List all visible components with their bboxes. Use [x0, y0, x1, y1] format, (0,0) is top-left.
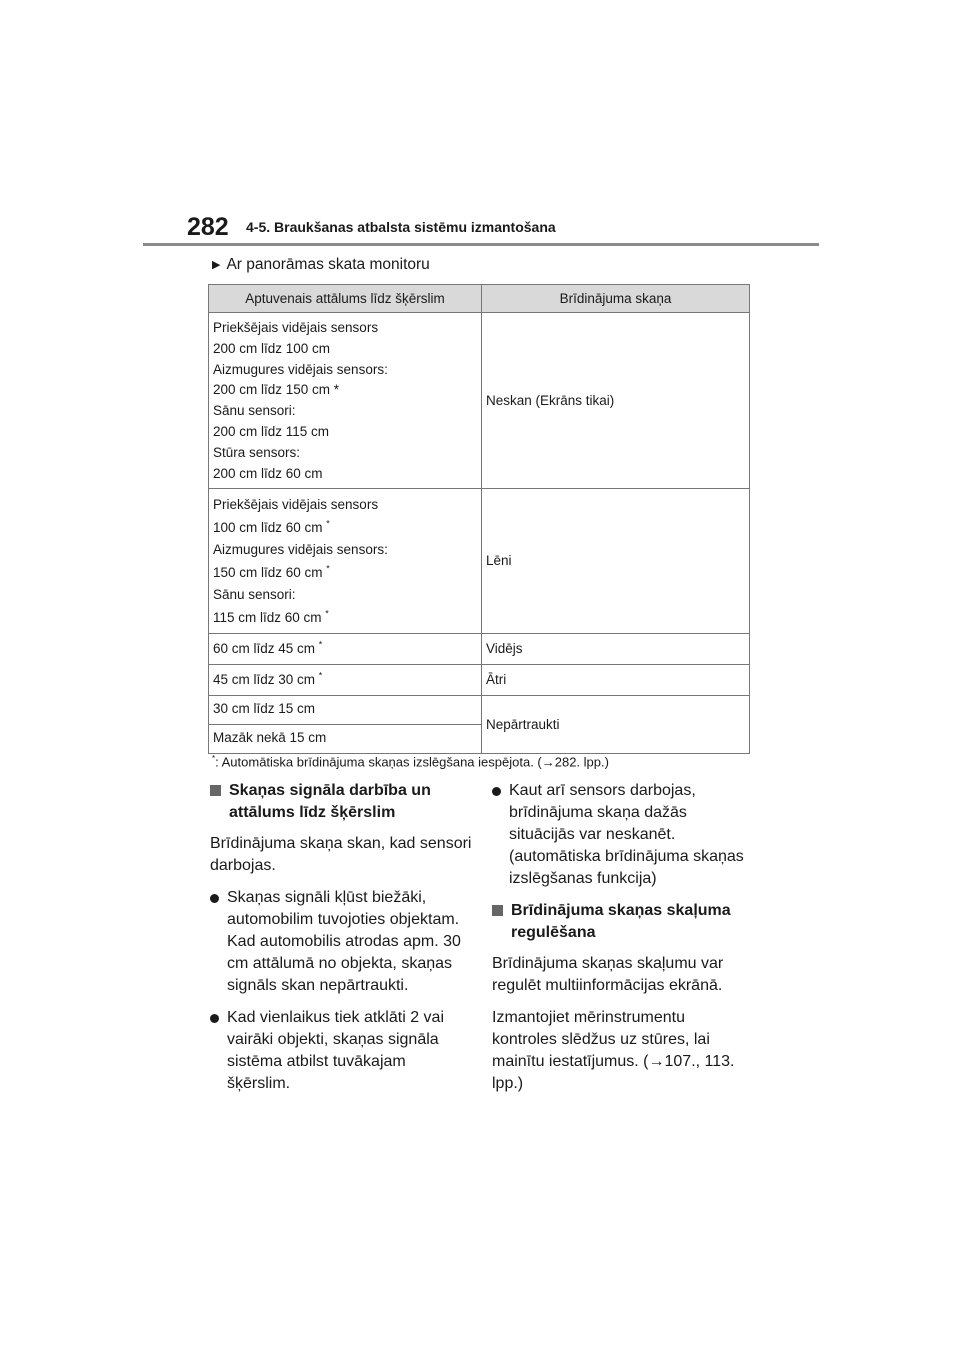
bullet-dot-icon [210, 894, 219, 903]
section-heading: Skaņas signāla darbība un attālums līdz šķērslim [210, 780, 472, 824]
square-bullet-icon [492, 905, 503, 916]
section-heading: Brīdinājuma skaņas skaļuma regulēšana [492, 900, 754, 944]
distance-cell: Priekšējais vidējais sensors 100 cm līdz 60 cm * Aizmugures vidējais sensors: 150 cm līdz 60 cm * Sānu sensori: 115 cm līdz 60 cm * [209, 489, 482, 634]
table-header-row [209, 285, 750, 313]
paragraph: Izmantojiet mērinstrumentu kontroles slēdžus uz stūres, lai mainītu iestatījumus. (→107., 113. lpp.) [492, 1009, 735, 1092]
sound-cell: Vidējs [482, 634, 750, 665]
header-sound: Brīdinājuma skaņa [482, 285, 750, 313]
paragraph: Brīdinājuma skaņa skan, kad sensori darbojas. [210, 835, 472, 874]
footnote: *: Automātiska brīdinājuma skaņas izslēgšana iespējota. (→282. lpp.) [212, 754, 609, 770]
bullet-dot-icon [492, 787, 501, 796]
subheading-text: Ar panorāmas skata monitoru [226, 256, 430, 273]
left-column [210, 780, 472, 1105]
triangle-right-icon: ▶ [212, 259, 221, 271]
distance-cell: Priekšējais vidējais sensors 200 cm līdz 100 cm Aizmugures vidējais sensors: 200 cm līdz 150 cm * Sānu sensori: 200 cm līdz 115 cm Stūra sensors: 200 cm līdz 60 cm [209, 313, 482, 489]
table-row [209, 489, 750, 634]
header-distance: Aptuvenais attālums līdz šķērslim [209, 285, 482, 313]
right-column [492, 780, 754, 1105]
sound-cell: Ātri [482, 665, 750, 696]
bullet-item: Skaņas signāli kļūst biežāki, automobilim tuvojoties objektam. Kad automobilis atrodas apm. 30 cm attālumā no objekta, skaņas signāls skan nepārtraukti. [210, 887, 472, 997]
bullet-dot-icon [210, 1014, 219, 1023]
sound-cell: Nepārtraukti [482, 696, 750, 754]
bullet-item: Kaut arī sensors darbojas, brīdinājuma skaņa dažās situācijās var neskanēt. (automātiska brīdinājuma skaņas izslēgšanas funkcija) [492, 780, 754, 890]
distance-cell: 45 cm līdz 30 cm * [209, 665, 482, 696]
sound-cell: Neskan (Ekrāns tikai) [482, 313, 750, 489]
distance-cell: 30 cm līdz 15 cm [209, 696, 482, 725]
warning-sound-table [208, 284, 750, 754]
section-title: 4-5. Braukšanas atbalsta sistēmu izmantošana [246, 219, 556, 235]
table-row [209, 634, 750, 665]
table-row [209, 696, 750, 725]
subheading [212, 256, 430, 274]
page-number: 282 [187, 213, 229, 241]
distance-cell: 60 cm līdz 45 cm * [209, 634, 482, 665]
table-row [209, 313, 750, 489]
table-row [209, 665, 750, 696]
paragraph: Brīdinājuma skaņas skaļumu var regulēt multiinformācijas ekrānā. [492, 955, 724, 994]
header-rule [143, 243, 819, 246]
bullet-item: Kad vienlaikus tiek atklāti 2 vai vairāki objekti, skaņas signāla sistēma atbilst tuvākajam šķērslim. [210, 1007, 472, 1095]
square-bullet-icon [210, 785, 221, 796]
sound-cell: Lēni [482, 489, 750, 634]
distance-cell: Mazāk nekā 15 cm [209, 725, 482, 754]
